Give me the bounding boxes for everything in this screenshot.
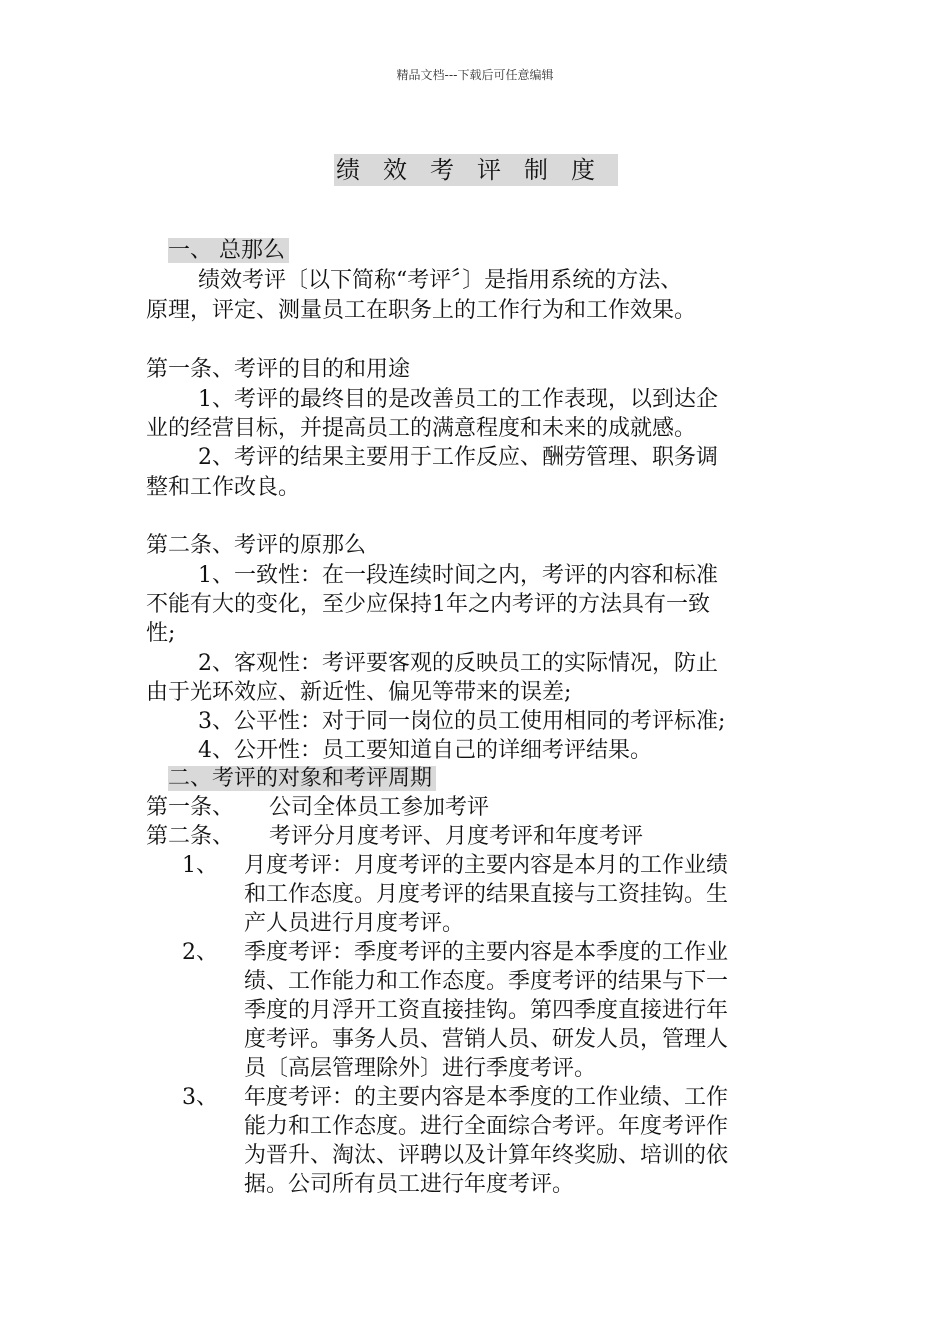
article-heading: 第二条、 考评分月度考评、月度考评和年度考评 [146, 824, 643, 849]
paragraph-line: 性; [146, 621, 176, 646]
list-item-line: 能力和工作态度。进行全面综合考评。年度考评作 [244, 1114, 729, 1139]
list-item-line: 员〔高层管理除外〕进行季度考评。 [244, 1056, 597, 1081]
paragraph-line: 不能有大的变化，至少应保持1年之内考评的方法具有一致 [146, 592, 710, 617]
list-number: 1、 [182, 853, 218, 878]
section-heading-general: 一、 总那么 [168, 236, 289, 266]
list-number: 3、 [182, 1085, 218, 1110]
list-item-line: 绩、工作能力和工作态度。季度考评的结果与下一 [244, 969, 729, 994]
section-heading-targets: 二、考评的对象和考评周期 [168, 764, 436, 794]
list-item-line: 季度的月浮开工资直接挂钩。第四季度直接进行年 [244, 998, 729, 1023]
article-heading: 第一条、考评的目的和用途 [146, 357, 411, 382]
list-number: 2、 [182, 940, 218, 965]
page-header: 精品文档---下载后可任意编辑 [396, 68, 554, 82]
article-heading: 第一条、 公司全体员工参加考评 [146, 795, 489, 820]
document-title: 绩效考评制度 [336, 156, 618, 184]
paragraph-line: 2、客观性：考评要客观的反映员工的实际情况，防止 [198, 651, 718, 676]
list-item-line: 为晋升、淘汰、评聘以及计算年终奖励、培训的依 [244, 1143, 729, 1168]
paragraph-line: 3、公平性：对于同一岗位的员工使用相同的考评标准; [198, 709, 726, 734]
list-item-line: 年度考评：的主要内容是本季度的工作业绩、工作 [244, 1085, 729, 1110]
paragraph-line: 4、公开性：员工要知道自己的详细考评结果。 [198, 738, 652, 763]
list-item-line: 月度考评：月度考评的主要内容是本月的工作业绩 [244, 853, 729, 878]
list-item-line: 产人员进行月度考评。 [244, 911, 465, 936]
list-item-line: 季度考评：季度考评的主要内容是本季度的工作业 [244, 940, 729, 965]
paragraph-line: 绩效考评〔以下简称“考评〞〕是指用系统的方法、 [198, 268, 683, 293]
paragraph-line: 整和工作改良。 [146, 475, 301, 500]
list-item-line: 度考评。事务人员、营销人员、研发人员，管理人 [244, 1027, 729, 1052]
paragraph-line: 1、考评的最终目的是改善员工的工作表现，以到达企 [198, 387, 718, 412]
paragraph-line: 1、一致性：在一段连续时间之内，考评的内容和标准 [198, 563, 718, 588]
paragraph-line: 由于光环效应、新近性、偏见等带来的误差; [146, 680, 572, 705]
paragraph-line: 原理，评定、测量员工在职务上的工作行为和工作效果。 [146, 298, 697, 323]
paragraph-line: 业的经营目标，并提高员工的满意程度和未来的成就感。 [146, 416, 697, 441]
paragraph-line: 2、考评的结果主要用于工作反应、酬劳管理、职务调 [198, 445, 718, 470]
article-heading: 第二条、考评的原那么 [146, 533, 367, 558]
list-item-line: 据。公司所有员工进行年度考评。 [244, 1172, 575, 1197]
list-item-line: 和工作态度。月度考评的结果直接与工资挂钩。生 [244, 882, 729, 907]
